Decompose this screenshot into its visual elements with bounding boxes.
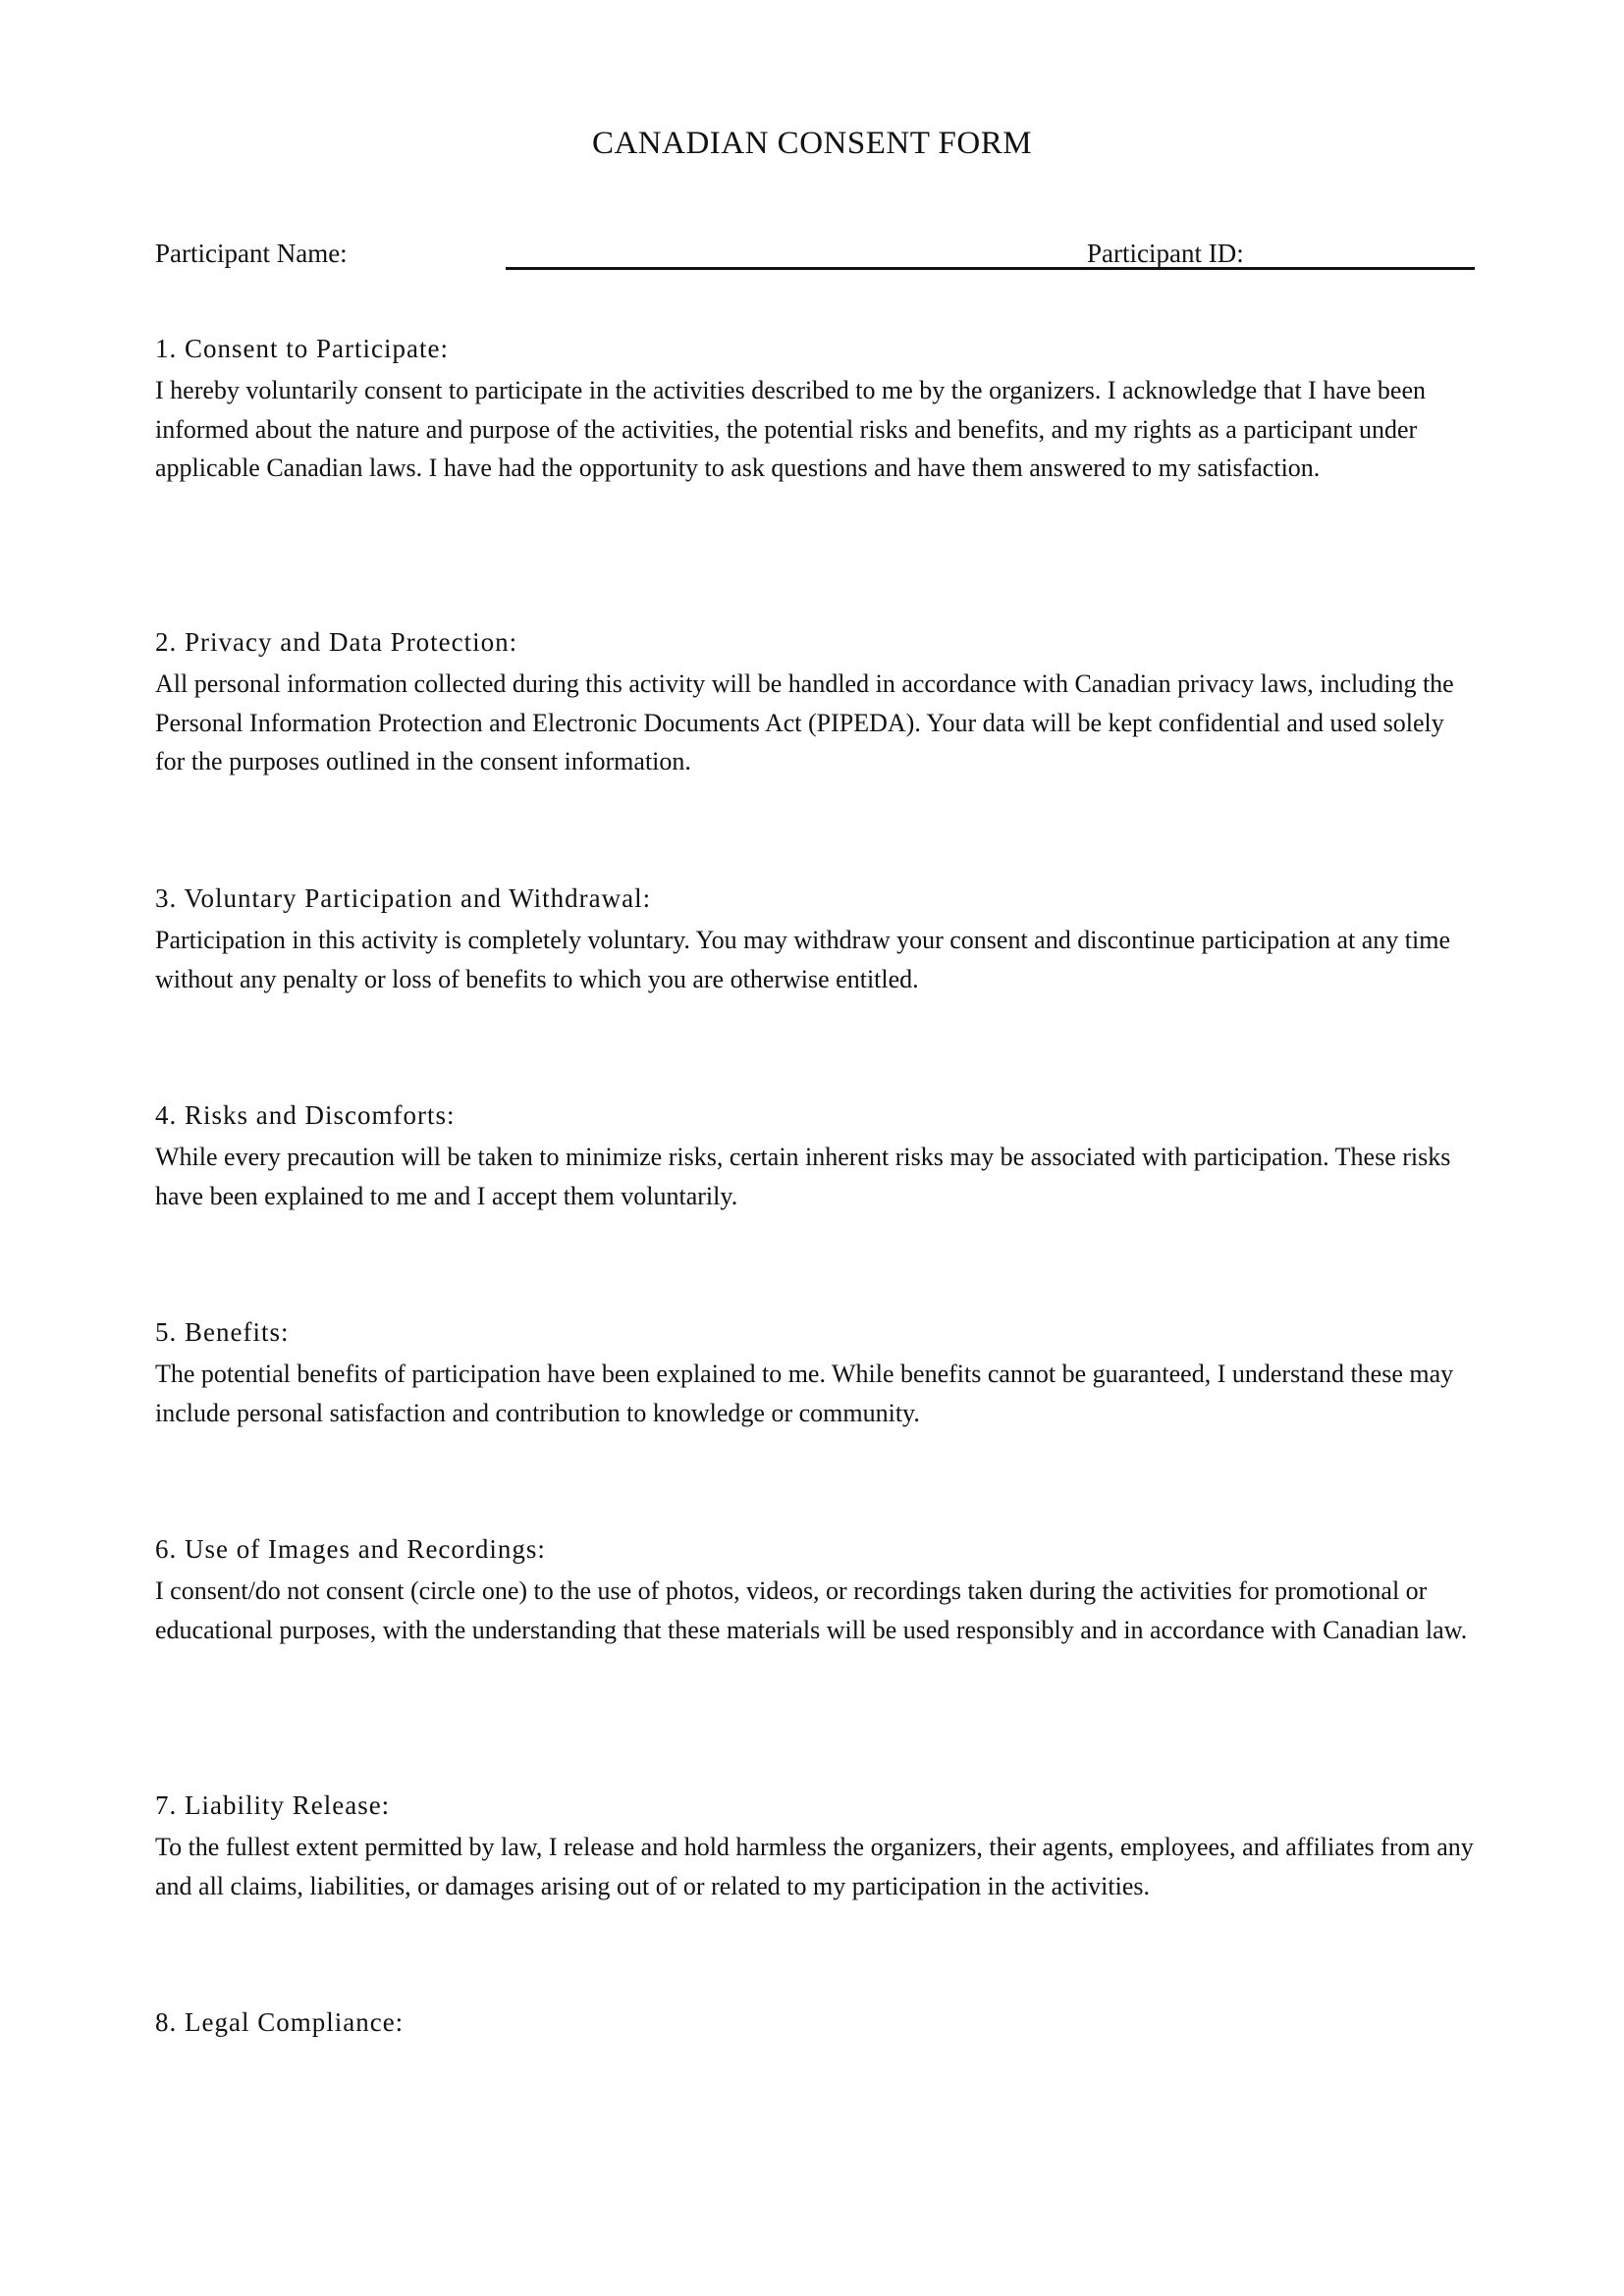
section-legal-compliance	[155, 2005, 1476, 2045]
participant-name-field[interactable]	[506, 267, 1475, 270]
section-liability-release	[155, 1789, 1476, 1905]
section-heading: 5. Benefits:	[155, 1317, 290, 1347]
section-voluntary-participation	[155, 881, 1476, 998]
section-benefits	[155, 1315, 1476, 1432]
section-body: The potential benefits of participation have been explained to me. While benefits cannot be guaranteed, I understand these may include personal satisfaction and contribution to knowledge or community.	[155, 1360, 1454, 1427]
section-heading: 6. Use of Images and Recordings:	[155, 1534, 546, 1564]
section-risks-discomforts	[155, 1098, 1476, 1215]
section-heading: 8. Legal Compliance:	[155, 2007, 405, 2037]
section-body: Participation in this activity is completely voluntary. You may withdraw your consent and discontinue participation at any time without any penalty or loss of benefits to which you are otherwise entitled.	[155, 926, 1451, 993]
section-body: I hereby voluntarily consent to participate in the activities described to me by the organizers. I acknowledge that I have been informed about the nature and purpose of the activities, the potential risks and benefits, and my rights as a participant under applicable Canadian laws. I have had the opportunity to ask questions and have them answered to my satisfaction.	[155, 376, 1426, 482]
section-body: All personal information collected during this activity will be handled in accordance with Canadian privacy laws, including the Personal Information Protection and Electronic Documents Act (PIPEDA). Your data will be kept confidential and used solely for the purposes outlined in the consent information.	[155, 669, 1454, 775]
section-privacy-data-protection	[155, 625, 1476, 781]
participant-name-label: Participant Name:	[155, 239, 348, 268]
section-heading: 2. Privacy and Data Protection:	[155, 627, 518, 657]
section-consent-to-participate	[155, 332, 1476, 488]
section-images-recordings	[155, 1532, 1476, 1649]
section-body: To the fullest extent permitted by law, I release and hold harmless the organizers, their agents, employees, and affiliates from any and all claims, liabilities, or damages arising out of or related to my participation in the activities.	[155, 1833, 1474, 1900]
section-body: While every precaution will be taken to minimize risks, certain inherent risks may be associated with participation. These risks have been explained to me and I accept them voluntarily.	[155, 1143, 1451, 1210]
participant-id-label: Participant ID:	[1087, 239, 1244, 268]
section-heading: 4. Risks and Discomforts:	[155, 1100, 456, 1130]
section-body: I consent/do not consent (circle one) to the use of photos, videos, or recordings taken during the activities for promotional or educational purposes, with the understanding that these materials will be used responsibly and in accordance with Canadian law.	[155, 1576, 1468, 1644]
form-title: CANADIAN CONSENT FORM	[591, 126, 1033, 161]
section-heading: 7. Liability Release:	[155, 1790, 391, 1820]
section-heading: 3. Voluntary Participation and Withdrawal:	[155, 883, 652, 913]
section-heading: 1. Consent to Participate:	[155, 334, 449, 363]
